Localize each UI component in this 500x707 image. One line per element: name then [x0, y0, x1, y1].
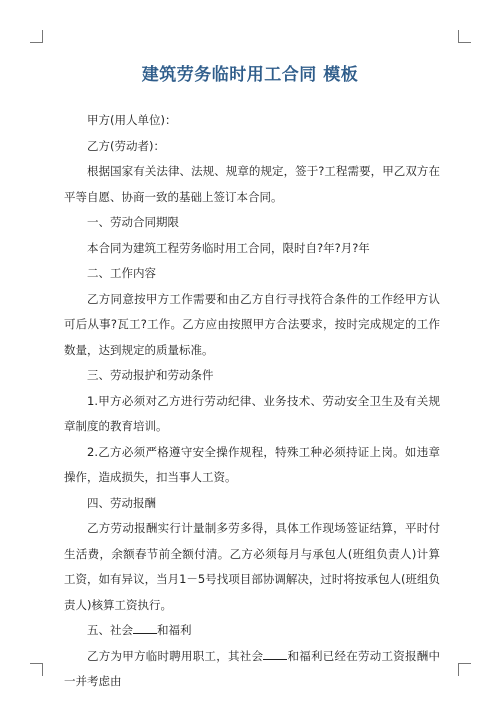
section-1-heading: 一、劳动合同期限 [87, 215, 179, 229]
document-title: 建筑劳务临时用工合同 模板 [141, 65, 359, 85]
section-5-heading-pre: 五、社会 [87, 623, 133, 637]
crop-mark-top-left [30, 30, 43, 43]
section-5-heading [64, 618, 440, 644]
blank-underline [133, 623, 157, 634]
section-2-heading: 二、工作内容 [87, 266, 156, 280]
section-4-text: 乙方劳动报酬实行计量制多劳多得，具体工作现场签证结算，平时付生活费，余额春节前全额付清。乙方必须每月与承包人(班组负责人)计算工资，如有异议，当月1－5号找项目部协调解决，过时将按承包人(班组负责人)核算工资执行。 [64, 521, 440, 612]
crop-mark-bottom-left [30, 663, 43, 676]
section-5-text-post: 和福利已经在劳动工资报酬中一并考虑由 [64, 648, 440, 688]
section-5-text-pre: 乙方为甲方临时聘用职工，其社会 [87, 648, 264, 663]
crop-mark-bottom-right [458, 663, 471, 676]
section-4-heading: 四、劳动报酬 [87, 495, 156, 510]
section-1-text: 本合同为建筑工程劳务临时用工合同，限时自?年?月?年 [87, 240, 370, 255]
section-2-text: 乙方同意按甲方工作需要和由乙方自行寻找符合条件的工作经甲方认可后从事?瓦工?工作。乙方应由按照甲方合法要求，按时完成规定的工作数量，达到规定的质量标准。 [64, 291, 440, 357]
party-a-line: 甲方(用人单位)： [87, 113, 177, 127]
intro-paragraph: 根据国家有关法律、法规、规章的规定，签于?工程需要，甲乙双方在平等自愿、协商一致的基础上签订本合同。 [64, 164, 440, 204]
party-b-line: 乙方(劳动者)： [87, 138, 165, 153]
section-5-text [64, 644, 440, 695]
section-5-heading-post: 和福利 [157, 623, 192, 637]
blank-underline [263, 649, 287, 660]
section-3-item-1: 1.甲方必须对乙方进行劳动纪律、业务技术、劳动安全卫生及有关规章制度的教育培训。 [64, 393, 440, 433]
document-body [64, 108, 440, 695]
section-3-item-2: 2.乙方必须严格遵守安全操作规程，特殊工种必须持证上岗。如违章操作，造成损失，扣当事人工资。 [64, 444, 440, 484]
crop-mark-top-right [458, 30, 471, 43]
section-3-heading: 三、劳动报护和劳动条件 [87, 368, 214, 382]
